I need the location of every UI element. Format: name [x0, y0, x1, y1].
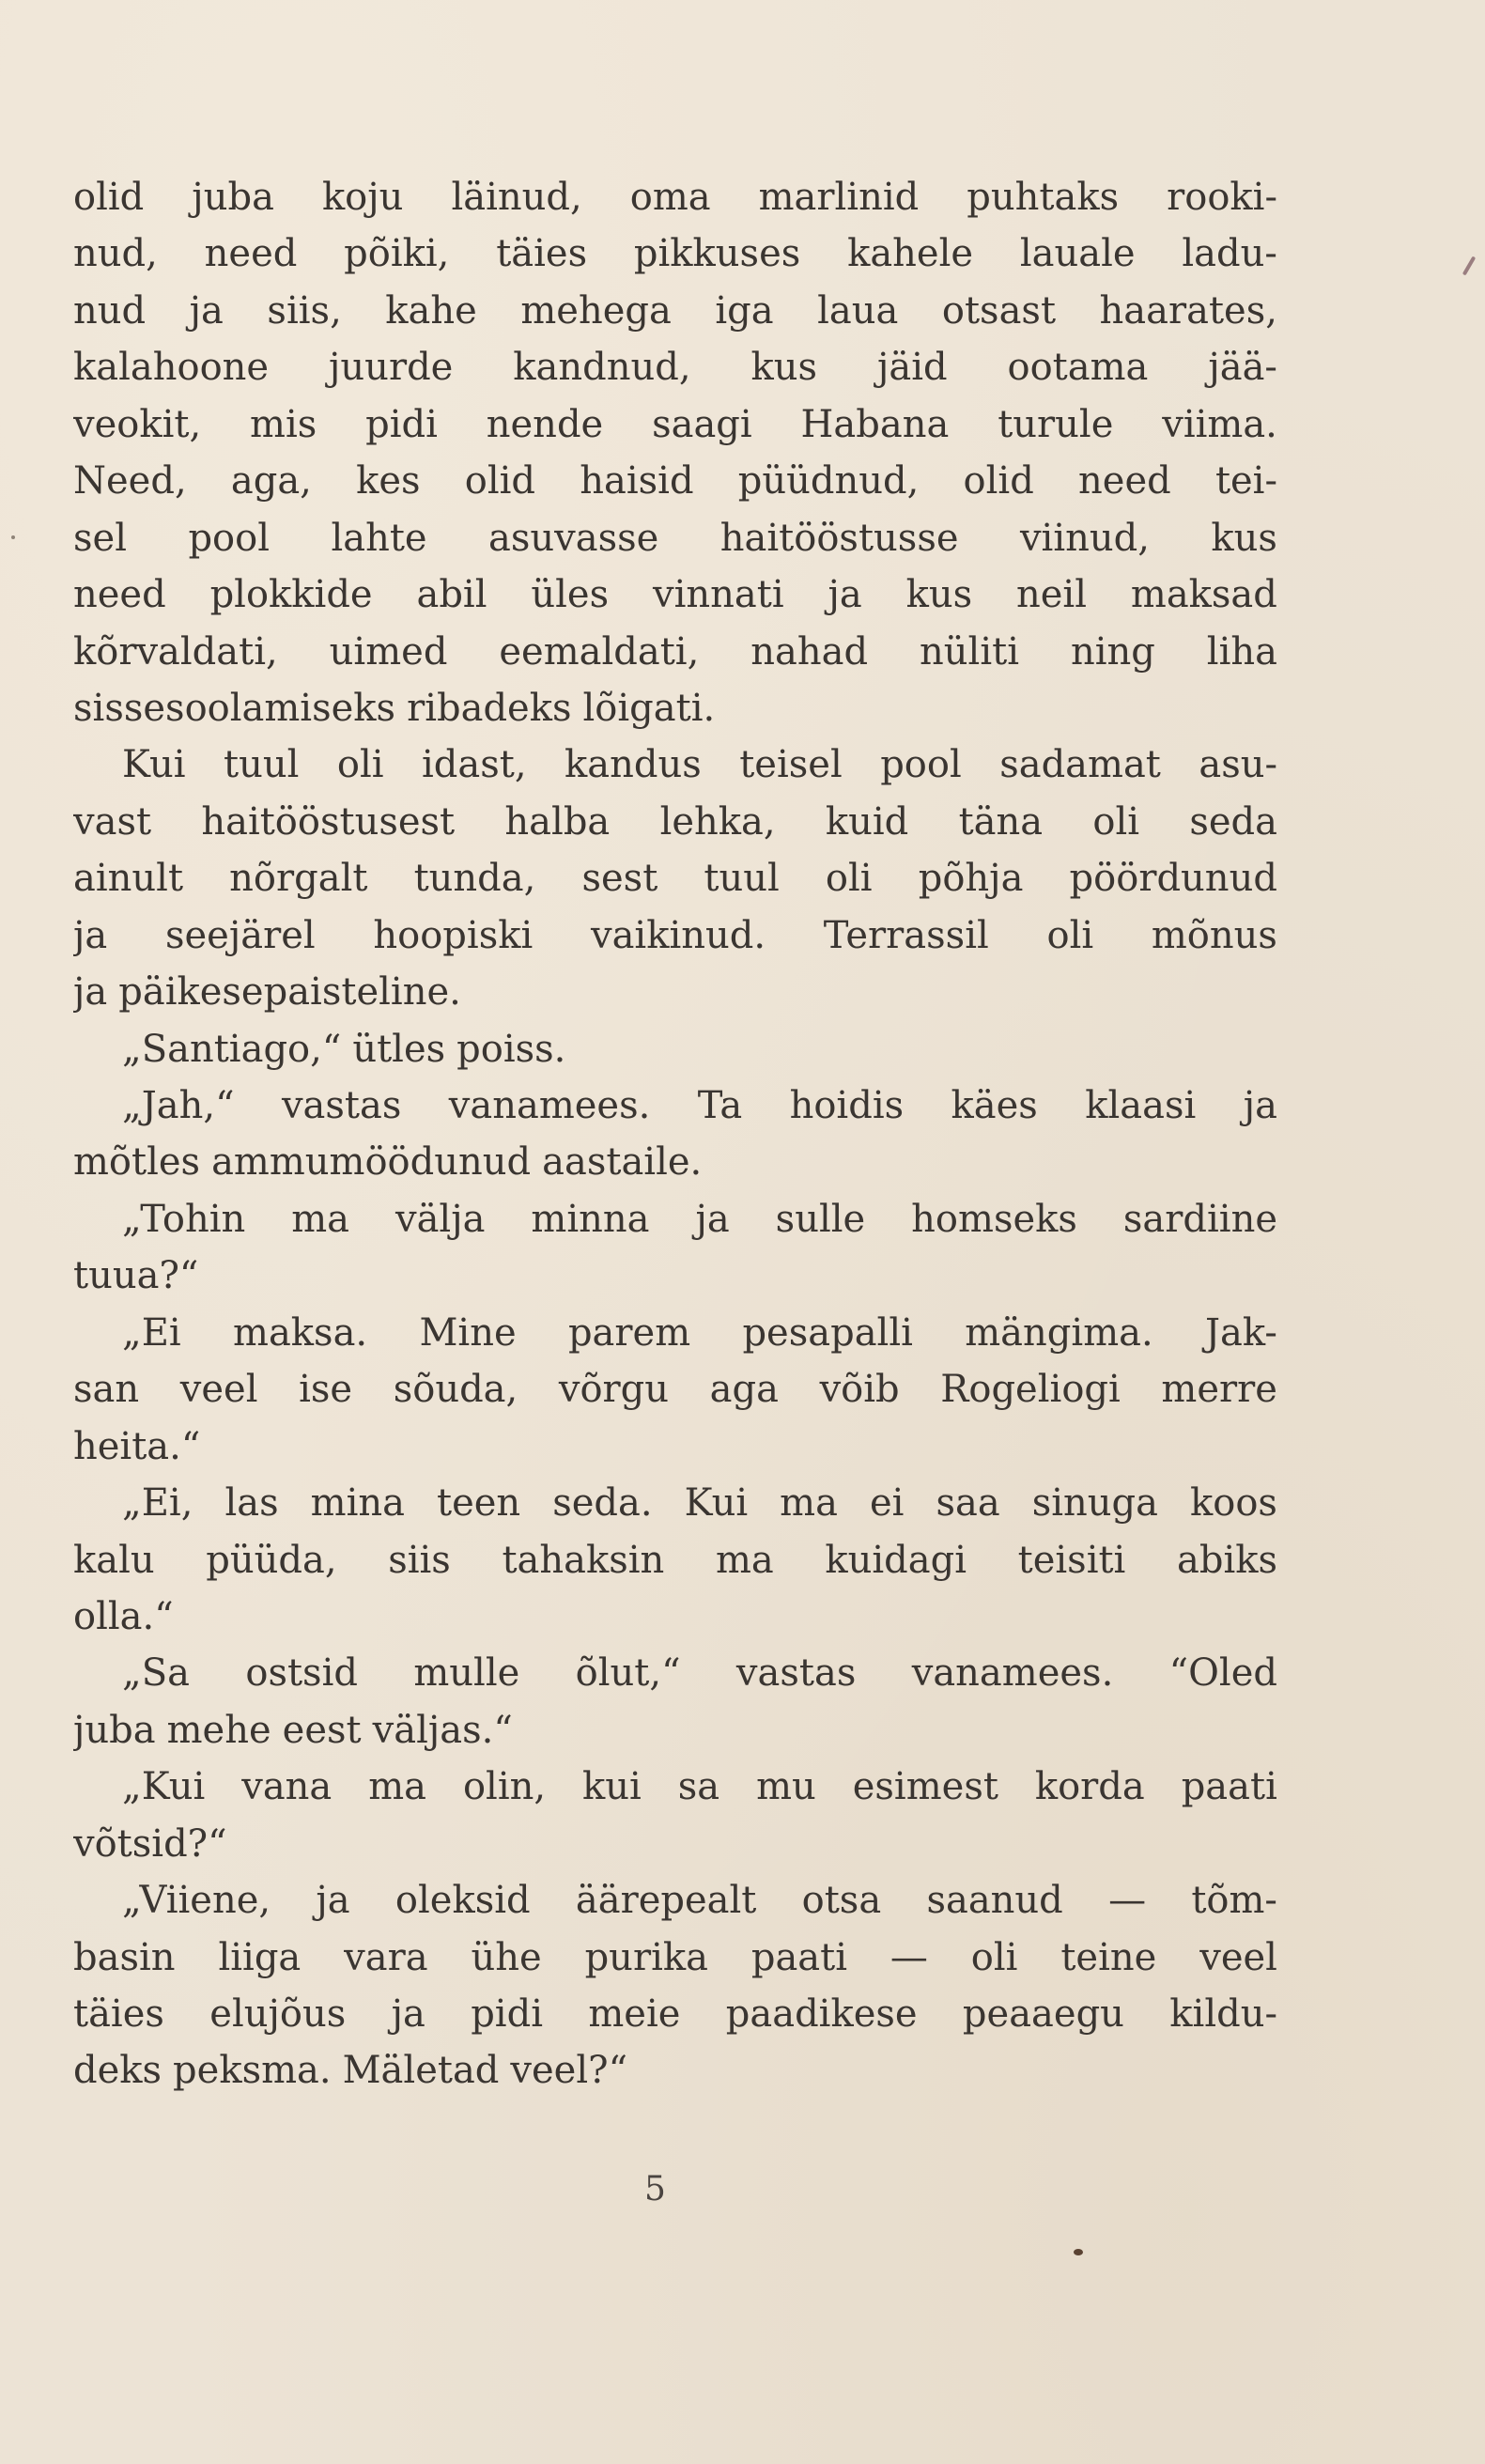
word: peaaegu	[962, 1992, 1124, 2036]
word: kus	[750, 346, 818, 390]
word: nõrgalt	[229, 857, 368, 901]
word: liha	[1206, 629, 1277, 674]
word: juba	[192, 176, 274, 219]
word: marlinid	[758, 176, 920, 219]
word: paadikese	[725, 1992, 918, 2036]
word: olin,	[462, 1765, 547, 1809]
text-line	[73, 1191, 1277, 1247]
word: „Kui	[122, 1765, 206, 1809]
text-line	[73, 1759, 1277, 1815]
word: peksma.	[173, 2049, 332, 2093]
word: haitööstusse	[719, 516, 959, 560]
word: olid	[73, 176, 145, 219]
word: „Ei,	[122, 1481, 193, 1526]
word: ma	[780, 1481, 838, 1526]
word: juba	[73, 1708, 156, 1752]
text-line	[73, 1134, 1277, 1190]
word: vast	[73, 799, 152, 844]
word: ootama	[1007, 346, 1149, 390]
word: võrgu	[558, 1368, 670, 1412]
word: sissesoolamiseks	[73, 686, 396, 730]
word: saagi	[652, 402, 752, 446]
word: mehega	[520, 288, 672, 333]
word: vanamees.	[911, 1651, 1114, 1696]
word: pidi	[471, 1992, 543, 2036]
margin-mark	[1462, 256, 1476, 275]
text-line	[73, 1418, 1277, 1475]
word: aga,	[230, 459, 312, 504]
word: veel?“	[510, 2049, 628, 2093]
word: täies	[73, 1992, 164, 2036]
word: maksad	[1130, 573, 1277, 617]
text-line	[73, 566, 1277, 623]
word: pikkuses	[633, 232, 801, 276]
word: pool	[188, 516, 270, 560]
word: õlut,“	[575, 1651, 681, 1696]
word: koju	[321, 176, 404, 219]
word: klaasi	[1085, 1084, 1197, 1127]
word: kildu-	[1169, 1992, 1277, 2036]
word: kus	[1211, 516, 1277, 560]
word: äärepealt	[575, 1879, 757, 1923]
word: põiki,	[344, 232, 450, 276]
word: püüdnud,	[737, 459, 920, 504]
word: mängima.	[965, 1310, 1153, 1355]
word: põhja	[918, 857, 1024, 901]
word: oli	[970, 1935, 1018, 1979]
word: Terrassil	[823, 913, 989, 957]
word: seda.	[552, 1481, 653, 1526]
word: mu	[756, 1765, 816, 1809]
word: seejärel	[164, 913, 316, 957]
word: saa	[936, 1481, 1000, 1526]
word: pool	[880, 743, 962, 787]
word: asu-	[1199, 743, 1277, 787]
word: viinud,	[1019, 516, 1150, 560]
word: päikesepaisteline.	[118, 970, 461, 1015]
word: „Viiene,	[122, 1879, 271, 1923]
text-line	[73, 396, 1277, 453]
word: tei-	[1214, 459, 1277, 504]
word: ja	[391, 1992, 425, 2036]
word: “Oled	[1168, 1651, 1277, 1696]
word: parem	[567, 1310, 691, 1355]
word: pidi	[365, 402, 438, 446]
word: „Jah,“	[122, 1084, 235, 1127]
word: esimest	[852, 1765, 998, 1809]
word: ma	[715, 1538, 774, 1582]
word: eemaldati,	[499, 629, 700, 674]
text-line	[73, 850, 1277, 907]
word: need	[73, 573, 166, 617]
text-line	[73, 1532, 1277, 1588]
text-line	[73, 453, 1277, 509]
word: vanamees.	[448, 1084, 651, 1127]
word: korda	[1034, 1765, 1145, 1809]
text-line	[73, 1929, 1277, 1986]
word: ja	[1243, 1084, 1277, 1127]
text-line	[73, 225, 1277, 282]
word: üles	[531, 573, 610, 617]
word: ise	[299, 1368, 353, 1412]
page-number: 5	[644, 2170, 666, 2208]
word: neil	[1016, 573, 1088, 617]
word: sõuda,	[393, 1368, 518, 1412]
word: ja	[695, 1197, 730, 1241]
text-line	[73, 680, 1277, 736]
word: ütles	[352, 1027, 446, 1071]
word: uimed	[329, 629, 448, 674]
word: tuul	[224, 743, 300, 787]
word: saanud	[926, 1879, 1063, 1923]
word: meie	[588, 1992, 681, 2036]
word: oma	[629, 176, 711, 219]
word: ainult	[73, 857, 184, 901]
word: ostsid	[245, 1651, 358, 1696]
word: seda	[1189, 799, 1277, 844]
word: ei	[869, 1481, 905, 1526]
word: kandus	[565, 743, 702, 787]
word: kui	[582, 1765, 642, 1809]
word: nahad	[750, 629, 869, 674]
word: vaikinud.	[590, 913, 766, 957]
word: ja	[189, 288, 224, 333]
word: ammumöödunud	[211, 1140, 532, 1185]
word: kus	[905, 573, 973, 617]
word: tuul	[704, 857, 780, 901]
word: pesapalli	[742, 1310, 913, 1355]
word: —	[889, 1935, 928, 1979]
word: lõigati.	[582, 686, 716, 730]
word: aastaile.	[542, 1140, 703, 1185]
word: oli	[1046, 913, 1094, 957]
word: veel	[1199, 1935, 1277, 1979]
word: käes	[951, 1084, 1038, 1127]
word: maksa.	[233, 1310, 368, 1355]
word: siis,	[267, 288, 342, 333]
word: nud,	[73, 232, 158, 276]
word: sest	[581, 857, 658, 901]
word: liiga	[218, 1935, 302, 1979]
word: purika	[584, 1935, 708, 1979]
word: jäid	[876, 346, 948, 390]
word: siis	[388, 1538, 451, 1582]
word: võib	[819, 1368, 900, 1412]
word: „Ei	[122, 1310, 181, 1355]
word: idast,	[421, 743, 527, 787]
word: sa	[677, 1765, 720, 1809]
word: olla.“	[73, 1594, 174, 1638]
word: ja	[73, 970, 108, 1015]
word: elujõus	[209, 1992, 347, 2036]
text-line	[73, 624, 1277, 680]
word: paati	[750, 1935, 848, 1979]
text-line	[73, 1588, 1277, 1645]
word: oli	[825, 857, 873, 901]
text-line	[73, 1872, 1277, 1929]
word: täies	[496, 232, 588, 276]
word: olid	[464, 459, 536, 504]
word: välja	[394, 1197, 486, 1241]
word: laua	[817, 288, 899, 333]
word: tahaksin	[502, 1538, 665, 1582]
word: vana	[241, 1765, 333, 1809]
word: ribadeks	[407, 686, 572, 730]
word: mina	[310, 1481, 405, 1526]
text-line	[73, 794, 1277, 850]
word: haarates,	[1099, 288, 1277, 333]
word: veokit,	[73, 402, 202, 446]
word: ühe	[471, 1935, 542, 1979]
word: sulle	[775, 1197, 866, 1241]
word: abil	[416, 573, 487, 617]
word: need	[1078, 459, 1171, 504]
word: rooki-	[1167, 176, 1277, 219]
word: kandnud,	[513, 346, 691, 390]
word: kalu	[73, 1538, 155, 1582]
word: nud	[73, 288, 147, 333]
word: vinnati	[653, 573, 784, 617]
word: ja	[316, 1879, 350, 1923]
word: basin	[73, 1935, 176, 1979]
word: sadamat	[999, 743, 1161, 787]
word: paati	[1181, 1765, 1277, 1809]
word: sardiine	[1122, 1197, 1277, 1241]
word: „Tohin	[122, 1197, 246, 1241]
word: teisiti	[1017, 1538, 1126, 1582]
word: Mäletad	[342, 2049, 500, 2093]
word: otsa	[801, 1879, 882, 1923]
text-line	[73, 1247, 1277, 1304]
word: oleksid	[394, 1879, 531, 1923]
word: kuidagi	[825, 1538, 967, 1582]
text-line	[73, 1986, 1277, 2042]
word: läinud,	[451, 176, 582, 219]
word: asuvasse	[488, 516, 659, 560]
word: olid	[963, 459, 1034, 504]
text-line	[73, 1702, 1277, 1759]
word: teine	[1060, 1935, 1157, 1979]
word: mulle	[413, 1651, 520, 1696]
word: heita.“	[73, 1424, 201, 1468]
word: oli	[1092, 799, 1140, 844]
word: kalahoone	[73, 346, 270, 390]
word: mõnus	[1151, 913, 1277, 957]
text-line	[73, 339, 1277, 395]
word: teisel	[739, 743, 843, 787]
word: ja	[828, 573, 862, 617]
word: mehe	[166, 1708, 271, 1752]
word: otsast	[941, 288, 1057, 333]
word: Jak-	[1205, 1310, 1277, 1355]
ink-spot	[1074, 2249, 1083, 2255]
word: ning	[1070, 629, 1155, 674]
text-line	[73, 169, 1277, 225]
text-line	[73, 1305, 1277, 1361]
word: need	[204, 232, 298, 276]
word: mis	[250, 402, 317, 446]
word: Ta	[697, 1084, 743, 1127]
word: Mine	[419, 1310, 517, 1355]
text-line	[73, 1475, 1277, 1531]
body-text	[73, 169, 1277, 2100]
word: san	[73, 1368, 140, 1412]
text-line	[73, 736, 1277, 793]
text-line	[73, 283, 1277, 339]
word: halba	[504, 799, 611, 844]
word: kahe	[385, 288, 477, 333]
word: merre	[1161, 1368, 1277, 1412]
word: tuua?“	[73, 1254, 199, 1298]
word: tunda,	[413, 857, 536, 901]
word: tõm-	[1191, 1879, 1277, 1923]
text-line	[73, 1361, 1277, 1418]
text-line	[73, 964, 1277, 1020]
text-line	[73, 1645, 1277, 1701]
word: Habana	[800, 402, 950, 446]
word: Need,	[73, 459, 187, 504]
word: haitööstusest	[201, 799, 456, 844]
word: hoidis	[789, 1084, 905, 1127]
word: sel	[73, 516, 127, 560]
word: sinuga	[1031, 1481, 1158, 1526]
word: teen	[437, 1481, 521, 1526]
word: nende	[486, 402, 604, 446]
word: Rogeliogi	[940, 1368, 1121, 1412]
word: minna	[531, 1197, 650, 1241]
word: veel	[179, 1368, 258, 1412]
paper-speck	[11, 535, 15, 539]
word: deks	[73, 2049, 162, 2093]
text-line	[73, 2042, 1277, 2099]
word: Kui	[684, 1481, 749, 1526]
word: puhtaks	[967, 176, 1120, 219]
word: Kui	[122, 743, 186, 787]
word: kahele	[847, 232, 974, 276]
word: eest	[282, 1708, 362, 1752]
text-line	[73, 1816, 1277, 1872]
word: võtsid?“	[73, 1821, 227, 1866]
word: jää-	[1208, 346, 1277, 390]
word: vastas	[735, 1651, 857, 1696]
word: lahte	[331, 516, 427, 560]
word: —	[1108, 1879, 1147, 1923]
word: juurde	[329, 346, 454, 390]
word: „Sa	[122, 1651, 190, 1696]
text-line	[73, 1077, 1277, 1134]
word: viima.	[1162, 402, 1277, 446]
text-line	[73, 1021, 1277, 1077]
word: ja	[73, 913, 108, 957]
word: ma	[291, 1197, 350, 1241]
word: turule	[998, 402, 1114, 446]
word: nüliti	[920, 629, 1019, 674]
word: hoopiski	[373, 913, 534, 957]
text-line	[73, 510, 1277, 566]
word: iga	[715, 288, 774, 333]
word: pöördunud	[1069, 857, 1277, 901]
word: vastas	[281, 1084, 402, 1127]
word: täna	[958, 799, 1044, 844]
word: kuid	[825, 799, 909, 844]
word: püüda,	[206, 1538, 337, 1582]
word: homseks	[911, 1197, 1077, 1241]
word: las	[224, 1481, 279, 1526]
word: mõtles	[73, 1140, 201, 1185]
word: lauale	[1019, 232, 1136, 276]
word: aga	[709, 1368, 779, 1412]
word: vara	[344, 1935, 428, 1979]
word: plokkide	[209, 573, 373, 617]
word: lehka,	[659, 799, 776, 844]
word: kes	[356, 459, 421, 504]
word: haisid	[580, 459, 694, 504]
word: ladu-	[1182, 232, 1277, 276]
word: „Santiago,“	[122, 1027, 342, 1071]
word: abiks	[1176, 1538, 1277, 1582]
word: ma	[368, 1765, 426, 1809]
word: oli	[336, 743, 384, 787]
word: väljas.“	[372, 1708, 513, 1752]
text-line	[73, 907, 1277, 964]
word: kõrvaldati,	[73, 629, 278, 674]
word: koos	[1190, 1481, 1277, 1526]
word: poiss.	[456, 1027, 566, 1071]
